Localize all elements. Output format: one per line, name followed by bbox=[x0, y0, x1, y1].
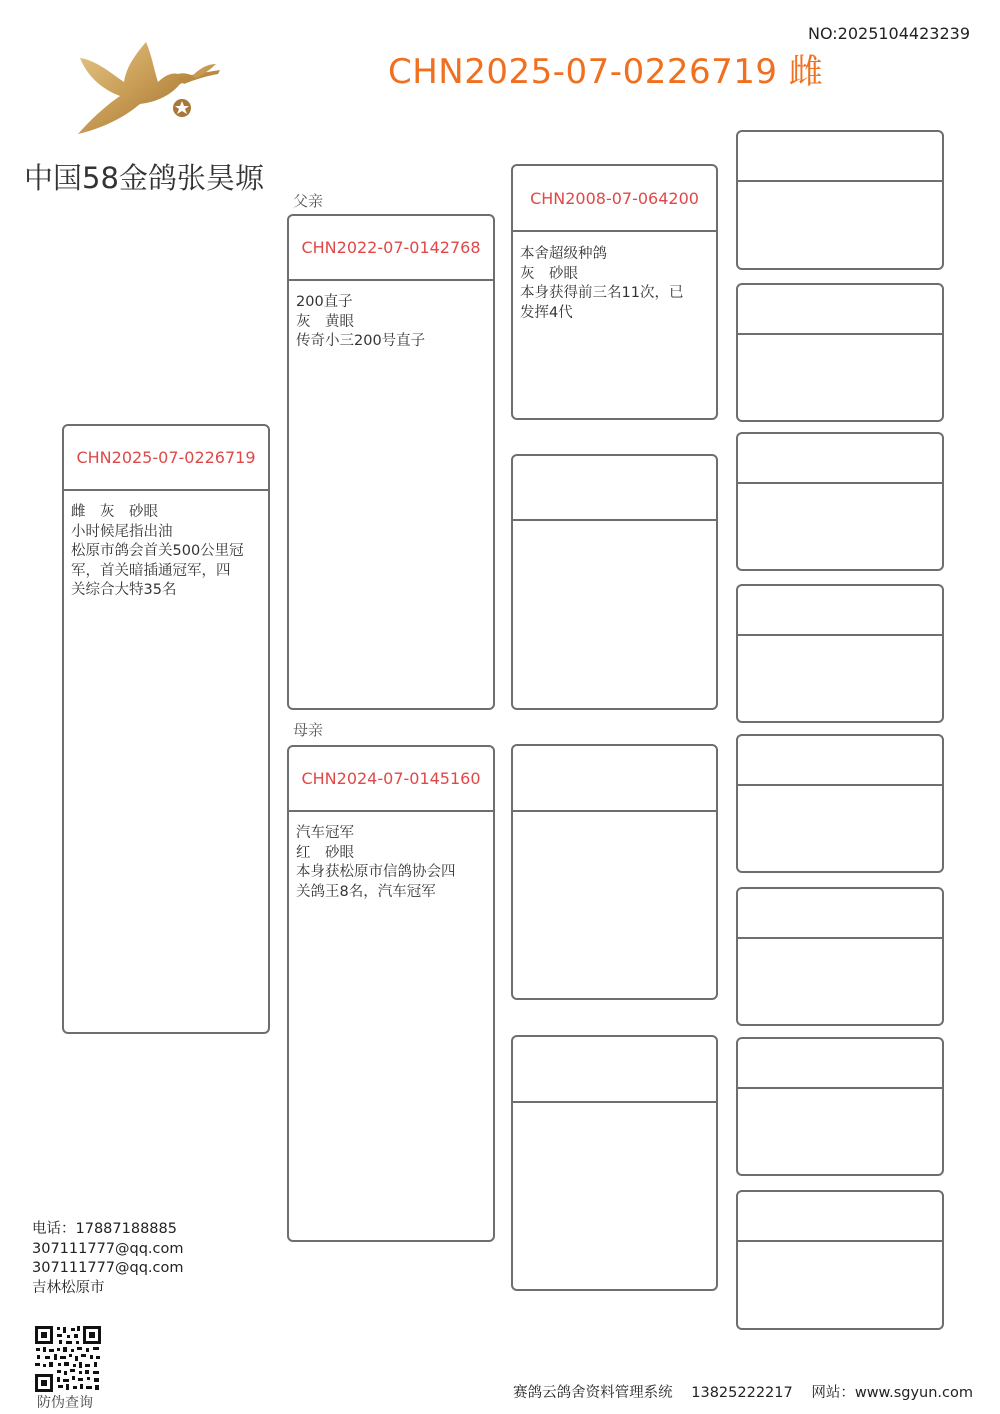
great-grandparent-card bbox=[736, 584, 944, 723]
footer-website[interactable]: 网站：www.sgyun.com bbox=[811, 1385, 973, 1401]
mother-label: 母亲 bbox=[293, 721, 324, 739]
subject-info-line: 松原市鸽会首关500公里冠 bbox=[71, 543, 244, 559]
great-grandparent-card bbox=[736, 1037, 944, 1176]
great-grandparent-card bbox=[736, 1190, 944, 1330]
subject-info-line: 雌 灰 砂眼 bbox=[71, 504, 158, 520]
mother-info-line: 本身获松原市信鸽协会四 bbox=[296, 864, 456, 880]
contact-phone: 电话：17887188885 bbox=[32, 1221, 177, 1237]
subject-pigeon-card bbox=[62, 424, 270, 1034]
mother-ring-number: CHN2024-07-0145160 bbox=[301, 769, 481, 788]
subject-info-line: 关综合大特35名 bbox=[71, 582, 177, 598]
paternal-grandfather-card bbox=[511, 164, 718, 420]
mother-info-line: 关鸽王8名，汽车冠军 bbox=[296, 883, 436, 900]
paternal-grandfather-ring-number: CHN2008-07-064200 bbox=[530, 188, 699, 208]
paternal-grandfather-info-line: 发挥4代 bbox=[520, 304, 573, 321]
great-grandparent-card bbox=[736, 432, 944, 571]
maternal-grandfather-card bbox=[511, 744, 718, 1000]
mother-card bbox=[287, 745, 495, 1242]
paternal-grandfather-info-line: 本舍超级种鸽 bbox=[520, 246, 607, 262]
great-grandparent-card bbox=[736, 283, 944, 422]
golden-dove-icon bbox=[74, 38, 224, 138]
mother-info-line: 汽车冠军 bbox=[296, 825, 354, 841]
paternal-grandfather-info-line: 灰 砂眼 bbox=[520, 265, 578, 282]
subject-ring-number: CHN2025-07-0226719 bbox=[76, 448, 256, 467]
subject-info-line: 小时候尾指出油 bbox=[71, 523, 173, 540]
contact-email: 307111777@qq.com bbox=[32, 1260, 184, 1276]
contact-email: 307111777@qq.com bbox=[32, 1240, 184, 1257]
paternal-grandfather-info-line: 本身获得前三名11次，已 bbox=[520, 285, 684, 301]
contact-block bbox=[32, 1220, 184, 1298]
footer-phone: 13825222217 bbox=[691, 1385, 793, 1401]
maternal-grandmother-card bbox=[511, 1035, 718, 1291]
father-info-line: 200直子 bbox=[296, 294, 353, 310]
mother-info-line: 红 砂眼 bbox=[296, 844, 354, 861]
qr-label: 防伪查询 bbox=[37, 1395, 93, 1411]
father-info-line: 传奇小三200号直子 bbox=[296, 333, 426, 349]
footer-system-name: 赛鸽云鸽舍资料管理系统 bbox=[513, 1385, 673, 1401]
document-number: NO:2025104423239 bbox=[807, 24, 970, 43]
father-ring-number: CHN2022-07-0142768 bbox=[301, 238, 481, 257]
great-grandparent-card bbox=[736, 887, 944, 1026]
father-card bbox=[287, 214, 495, 710]
loft-name: 中国58金鸽张昊塬 bbox=[24, 161, 264, 195]
great-grandparent-card bbox=[736, 734, 944, 873]
subject-info-line: 军，首关暗插通冠军，四 bbox=[71, 562, 231, 579]
contact-address: 吉林松原市 bbox=[32, 1279, 105, 1296]
qr-code-icon[interactable] bbox=[33, 1324, 103, 1394]
father-info-line: 灰 黄眼 bbox=[296, 313, 354, 330]
page-title: CHN2025-07-0226719 雌 bbox=[388, 52, 824, 92]
father-label: 父亲 bbox=[293, 192, 324, 210]
paternal-grandmother-card bbox=[511, 454, 718, 710]
great-grandparent-card bbox=[736, 130, 944, 270]
footer bbox=[513, 1381, 973, 1402]
